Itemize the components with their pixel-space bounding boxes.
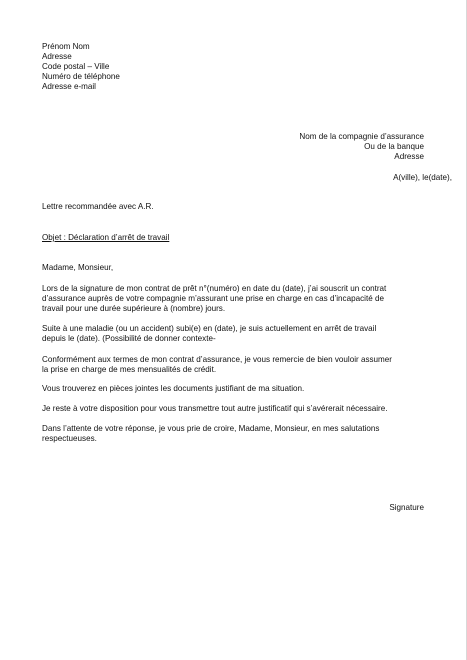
paragraph-request — [42, 355, 432, 375]
paragraph-line: travail pour une durée supérieure à (nombre) jours. — [42, 304, 226, 313]
paragraph-availability — [42, 404, 432, 414]
paragraph-line: Lors de la signature de mon contrat de prêt n°(numéro) en date du (date), j’ai souscrit un contrat — [42, 284, 387, 293]
paragraph-line: Suite à une maladie (ou un accident) subi(e) en (date), je suis actuellement en arrêt de travail — [42, 324, 377, 333]
paragraph-line: Vous trouverez en pièces jointes les documents justifiant de ma situation. — [42, 384, 305, 393]
recipient-company: Nom de la compagnie d’assurance — [299, 132, 424, 141]
sender-email: Adresse e-mail — [42, 82, 96, 91]
paragraph-line: respectueuses. — [42, 434, 97, 443]
salutation: Madame, Monsieur, — [42, 263, 114, 272]
recipient-bank: Ou de la banque — [364, 142, 424, 151]
paragraph-sick-leave — [42, 324, 432, 344]
sender-address: Adresse — [42, 52, 72, 61]
paragraph-line: d’assurance auprès de votre compagnie m’assurant une prise en charge en cas d’incapacité de — [42, 294, 384, 303]
paragraph-line: depuis le (date). (Possibilité de donner contexte- — [42, 334, 216, 343]
recipient-block — [204, 132, 424, 162]
sender-phone: Numéro de téléphone — [42, 72, 120, 81]
signature-label: Signature — [389, 503, 424, 512]
place-date-line: A(ville), le(date), — [393, 173, 452, 182]
paragraph-attachments — [42, 384, 432, 394]
paragraph-line: Dans l’attente de votre réponse, je vous prie de croire, Madame, Monsieur, en mes salutations — [42, 424, 380, 433]
recipient-address: Adresse — [394, 152, 424, 161]
sender-name: Prénom Nom — [42, 42, 90, 51]
sender-block — [42, 42, 262, 92]
paragraph-line: Je reste à votre disposition pour vous transmettre tout autre justificatif qui s’avérerait nécessaire. — [42, 404, 388, 413]
paragraph-loan-contract — [42, 284, 432, 314]
sender-postal-city: Code postal – Ville — [42, 62, 110, 71]
paragraph-closing — [42, 424, 432, 444]
subject-line: Objet : Déclaration d’arrêt de travail — [42, 233, 170, 242]
paragraph-line: Conformément aux termes de mon contrat d’assurance, je vous remercie de bien vouloir assumer — [42, 355, 392, 364]
registered-mail-note: Lettre recommandée avec A.R. — [42, 202, 154, 211]
paragraph-line: la prise en charge de mes mensualités de crédit. — [42, 365, 217, 374]
